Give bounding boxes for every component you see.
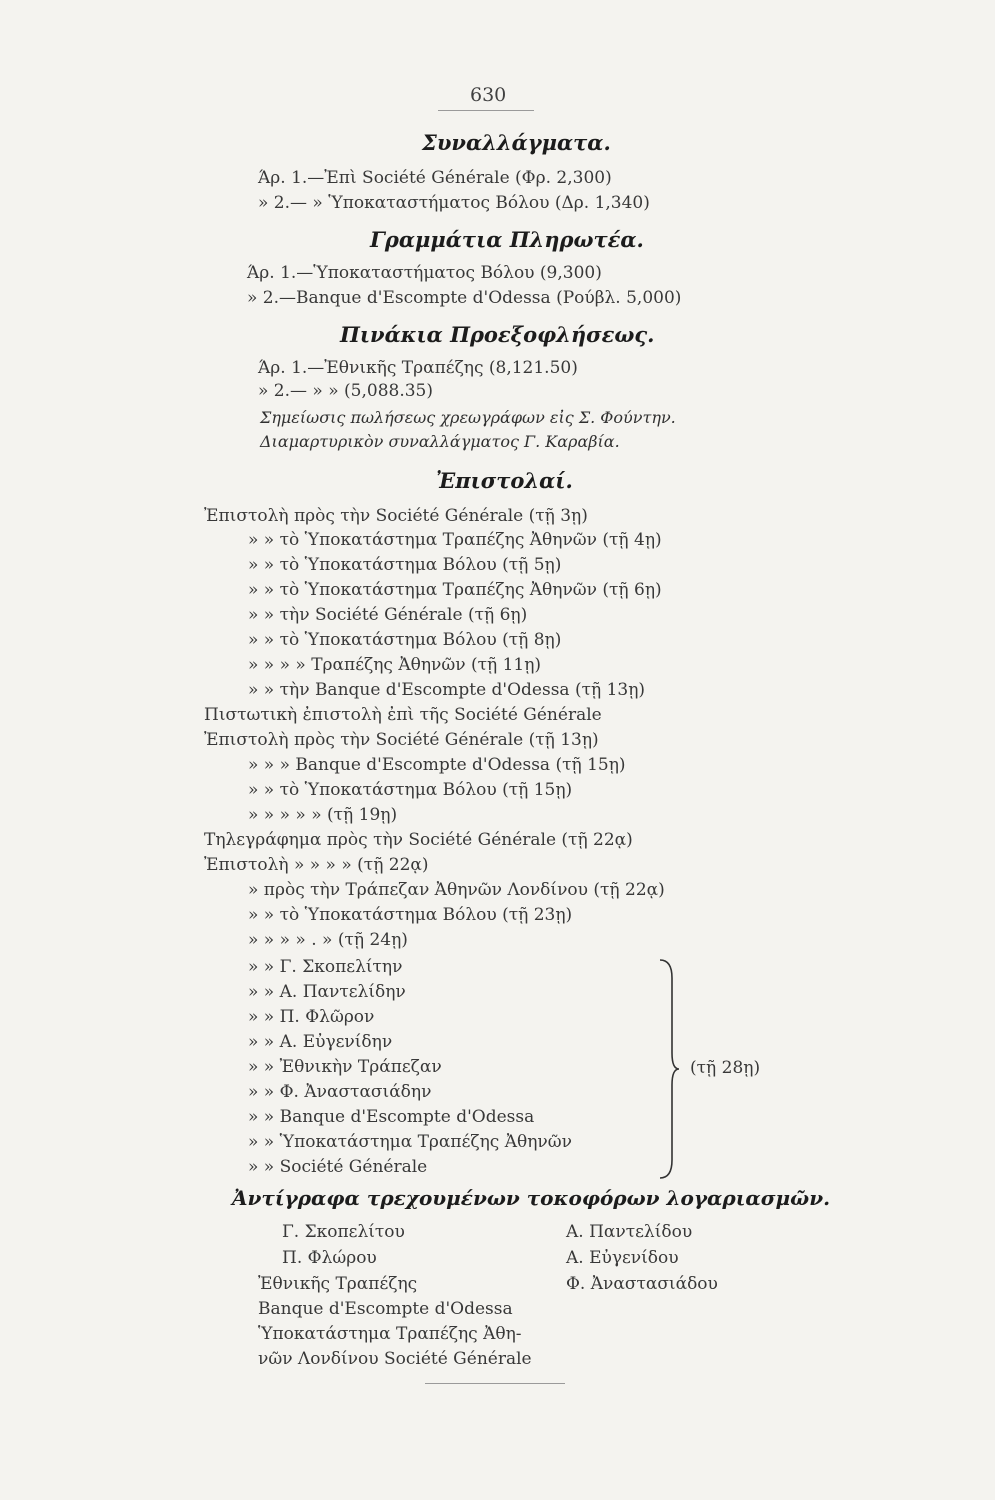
group-item: » » Π. Φλῶρον xyxy=(248,1007,375,1027)
section-title-payable-notes: Γραμμάτια Πληρωτέα. xyxy=(370,227,644,252)
text-line: » 2.—Banque d'Escompte d'Odessa (Ρούβλ. 5,000) xyxy=(247,288,682,308)
letter-line: » πρὸς τὴν Τράπεζαν Ἀθηνῶν Λονδίνου (τῇ 22ᾳ) xyxy=(248,880,665,900)
text-line: » 2.— » Ὑποκαταστήματος Βόλου (Δρ. 1,340) xyxy=(258,193,650,213)
letter-line: » » τὸ Ὑποκατάστημα Βόλου (τῇ 23ῃ) xyxy=(248,905,573,925)
group-item: » » Banque d'Escompte d'Odessa xyxy=(248,1107,535,1127)
group-item: » » Γ. Σκοπελίτην xyxy=(248,957,403,977)
group-item: » » Α. Εὐγενίδην xyxy=(248,1032,393,1052)
group-item: » » Ὑποκατάστημα Τραπέζης Ἀθηνῶν xyxy=(248,1132,572,1152)
letter-line: » » τὸ Ὑποκατάστημα Τραπέζης Ἀθηνῶν (τῇ 4ῃ) xyxy=(248,530,662,550)
section-title-discount-slips: Πινάκια Προεξοφλήσεως. xyxy=(340,322,655,347)
account-left: Banque d'Escompte d'Odessa xyxy=(258,1299,513,1319)
letter-line: » » » » . » (τῇ 24ῃ) xyxy=(248,930,408,950)
account-right: Α. Παντελίδου xyxy=(566,1222,693,1242)
account-left: Γ. Σκοπελίτου xyxy=(282,1222,405,1242)
text-line: Άρ. 1.—Ὑποκαταστήματος Βόλου (9,300) xyxy=(247,263,602,283)
group-item: » » Φ. Ἀναστασιάδην xyxy=(248,1082,432,1102)
curly-brace-icon xyxy=(658,958,680,1180)
group-item: » » Α. Παντελίδην xyxy=(248,982,406,1002)
letter-line: Πιστωτικὴ ἐπιστολὴ ἐπὶ τῆς Société Générale xyxy=(204,705,602,725)
letter-line: » » » » » (τῇ 19ῃ) xyxy=(248,805,398,825)
group-item: » » Ἐθνικὴν Τράπεζαν xyxy=(248,1057,442,1077)
text-line: Άρ. 1.—Ἐπὶ Société Générale (Φρ. 2,300) xyxy=(258,168,612,188)
page-number: 630 xyxy=(470,84,507,106)
group-item: » » Société Générale xyxy=(248,1157,428,1177)
account-left: Π. Φλώρου xyxy=(282,1248,377,1268)
section-title-bills-of-exchange: Συναλλάγματα. xyxy=(422,130,611,155)
text-line: Άρ. 1.—Ἐθνικῆς Τραπέζης (8,121.50) xyxy=(258,358,578,378)
top-rule xyxy=(438,110,534,111)
bottom-rule xyxy=(425,1383,565,1384)
letter-line: » » » Banque d'Escompte d'Odessa (τῇ 15ῃ) xyxy=(248,755,626,775)
text-line: » 2.— » » (5,088.35) xyxy=(258,381,434,401)
letter-line: » » τὴν Société Générale (τῇ 6ῃ) xyxy=(248,605,528,625)
account-left: Ἐθνικῆς Τραπέζης xyxy=(258,1274,418,1294)
letter-line: Ἐπιστολὴ » » » » (τῇ 22ᾳ) xyxy=(204,855,429,875)
letter-line: » » τὸ Ὑποκατάστημα Βόλου (τῇ 15ῃ) xyxy=(248,780,573,800)
letter-line: Τηλεγράφημα πρὸς τὴν Société Générale (τῇ 22ᾳ) xyxy=(204,830,633,850)
letter-line: » » τὸ Ὑποκατάστημα Βόλου (τῇ 8ῃ) xyxy=(248,630,562,650)
letter-line: » » τὸ Ὑποκατάστημα Βόλου (τῇ 5ῃ) xyxy=(248,555,562,575)
letter-line: Ἐπιστολὴ πρὸς τὴν Société Générale (τῇ 3ῃ) xyxy=(204,506,588,526)
letter-line: » » τὸ Ὑποκατάστημα Τραπέζης Ἀθηνῶν (τῇ 6ῃ) xyxy=(248,580,662,600)
section-title-letters: Ἐπιστολαί. xyxy=(436,468,573,493)
letter-line: Ἐπιστολὴ πρὸς τὴν Société Générale (τῇ 13ῃ) xyxy=(204,730,599,750)
account-right: Φ. Ἀναστασιάδου xyxy=(566,1274,718,1294)
account-left: Ὑποκατάστημα Τραπέζης Ἀθη- xyxy=(258,1324,522,1344)
group-date: (τῇ 28ῃ) xyxy=(690,1058,761,1078)
account-left: νῶν Λονδίνου Société Générale xyxy=(258,1349,532,1369)
note-line: Σημείωσις πωλήσεως χρεωγράφων εἰς Σ. Φούντην. xyxy=(260,408,676,427)
note-line: Διαμαρτυρικὸν συναλλάγματος Γ. Καραβία. xyxy=(260,432,620,451)
section-title-account-copies: Ἀντίγραφα τρεχουμένων τοκοφόρων λογαριασμῶν. xyxy=(232,1186,831,1210)
letter-line: » » τὴν Banque d'Escompte d'Odessa (τῇ 13ῃ) xyxy=(248,680,646,700)
account-right: Α. Εὐγενίδου xyxy=(566,1248,679,1268)
letter-line: » » » » Τραπέζης Ἀθηνῶν (τῇ 11ῃ) xyxy=(248,655,542,675)
